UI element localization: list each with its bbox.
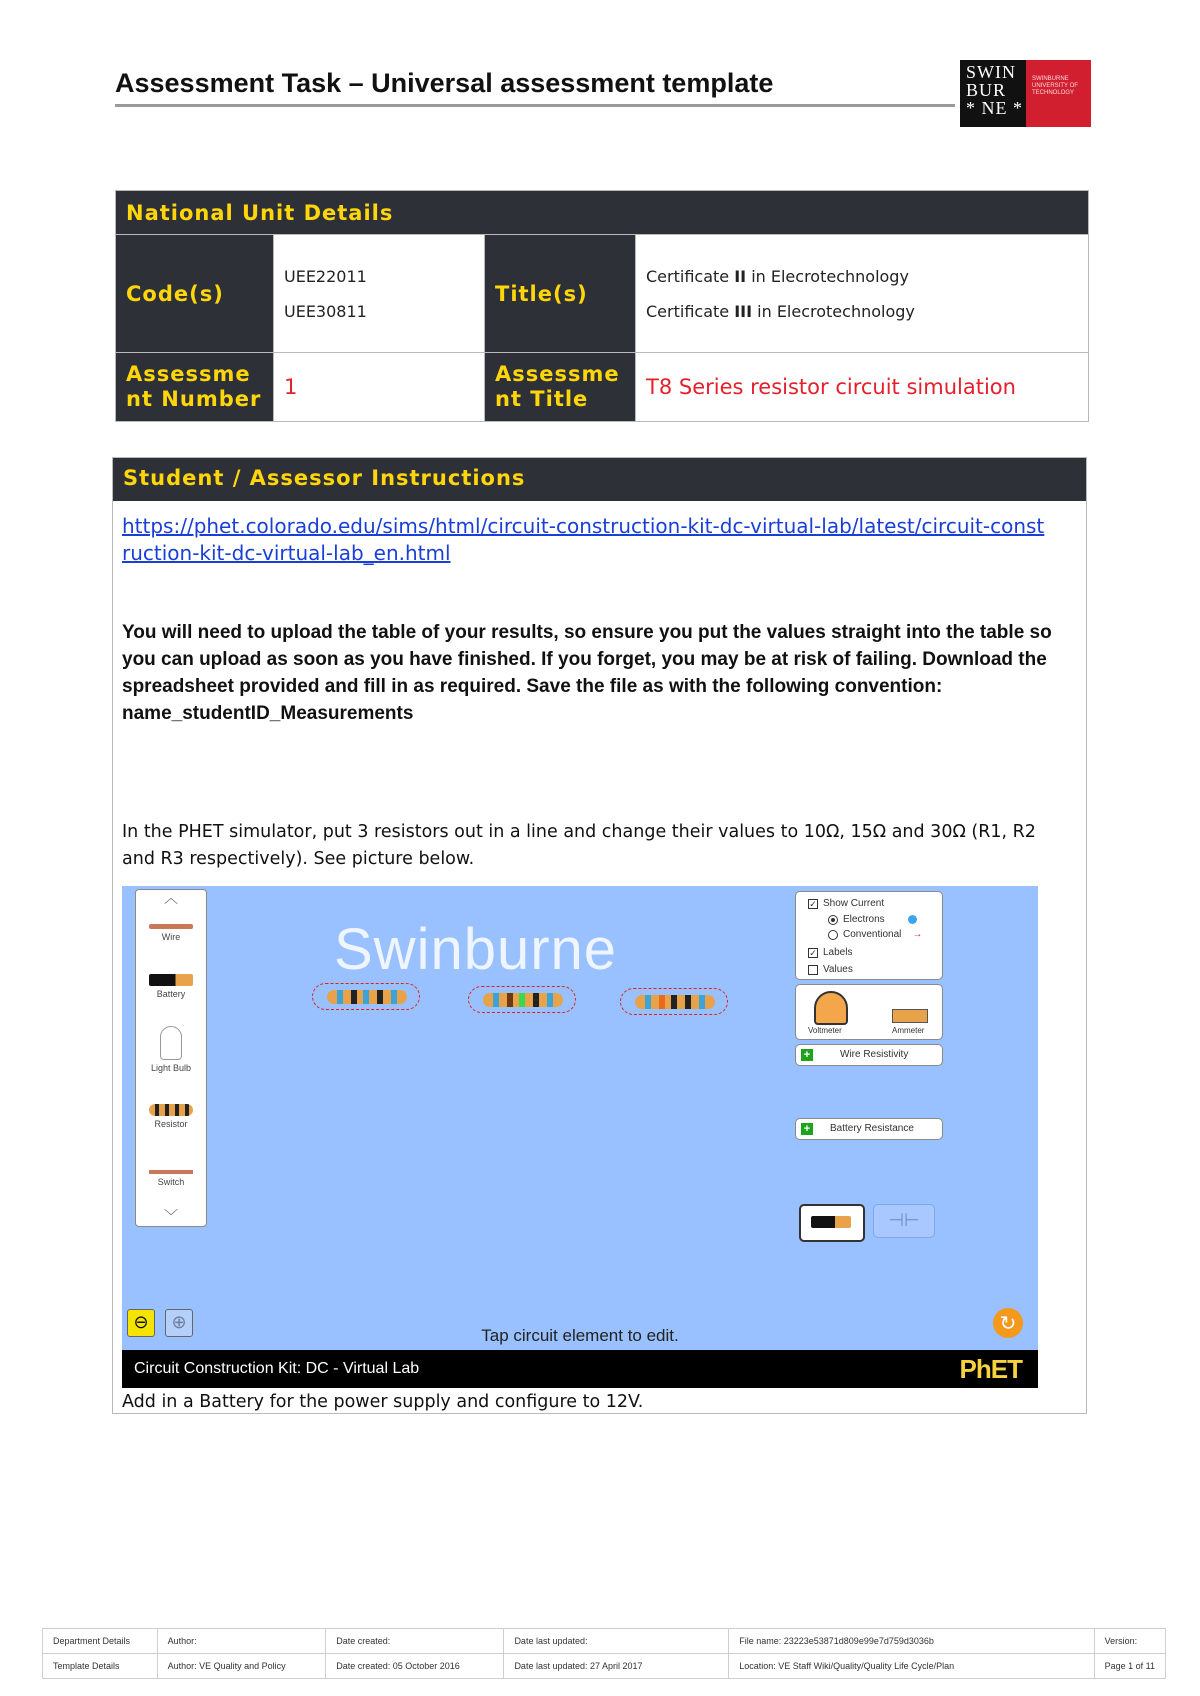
title-value: Certificate III in Elecrotechnology: [646, 301, 915, 321]
upload-instructions: [122, 619, 1062, 727]
show-current-checkbox[interactable]: ✓ Show Current: [809, 898, 885, 909]
switch-icon: [149, 1160, 193, 1174]
simulator-instructions: In the PHET simulator, put 3 resistors out in a line and change their values to 10Ω, 15Ω and 30Ω (R1, R2 and R3 respectively). See picture below.: [122, 822, 1036, 869]
toolbox-item-resistor[interactable]: Resistor: [136, 1104, 206, 1129]
resistor-r3[interactable]: [620, 988, 728, 1015]
document-title: Assessment Task – Universal assessment template: [115, 68, 774, 98]
title-underline: [115, 104, 955, 107]
reset-icon[interactable]: ↻: [993, 1308, 1023, 1338]
code-value: UEE30811: [284, 301, 367, 321]
swinburne-logo: [960, 60, 1091, 127]
filename-convention: name_studentID_Measurements: [122, 703, 414, 724]
zoom-out-button[interactable]: ⊖: [127, 1309, 155, 1337]
footer-cell: Date created: 05 October 2016: [326, 1654, 504, 1679]
footer-cell: Author:: [157, 1629, 326, 1654]
resistor-icon: [149, 1104, 193, 1116]
footer-cell: File name: 23223e53871d809e99e7d759d3036b: [729, 1629, 1094, 1654]
battery-resistance-button[interactable]: + Battery Resistance: [795, 1118, 943, 1140]
toolbox-item-battery[interactable]: Battery: [136, 974, 206, 999]
electrons-radio[interactable]: Electrons: [828, 914, 917, 925]
chevron-up-icon[interactable]: ︿: [164, 891, 178, 907]
simulator-footer-bar: [122, 1350, 1038, 1388]
code-value: UEE22011: [284, 266, 367, 286]
footer-cell: Author: VE Quality and Policy: [157, 1654, 326, 1679]
toolbox-item-wire[interactable]: Wire: [136, 924, 206, 942]
plus-icon: +: [801, 1049, 813, 1061]
unit-details-heading: National Unit Details: [116, 191, 1089, 235]
voltmeter-label: Voltmeter: [808, 1026, 842, 1035]
logo-line-2: BUR: [966, 80, 1007, 100]
logo-wordmark: [960, 60, 1026, 127]
logo-text: SWINBURNE UNIVERSITY OF TECHNOLOGY: [1026, 60, 1091, 127]
footer-cell: Version:: [1094, 1629, 1165, 1654]
ammeter-icon[interactable]: [892, 1009, 928, 1023]
arrow-right-icon: →: [912, 929, 923, 940]
plus-icon: +: [801, 1123, 813, 1135]
values-checkbox[interactable]: Values: [808, 964, 853, 975]
battery-icon: [149, 974, 193, 986]
phet-logo[interactable]: PhET: [959, 1354, 1022, 1384]
footer-cell: Department Details: [43, 1629, 158, 1654]
resistor-r2[interactable]: [468, 986, 576, 1013]
footer-cell: Date last updated: 27 April 2017: [504, 1654, 729, 1679]
zoom-in-button[interactable]: ⊕: [165, 1309, 193, 1337]
battery-icon: [811, 1216, 851, 1228]
document-footer-table: [42, 1628, 1166, 1679]
footer-cell: Location: VE Staff Wiki/Quality/Quality Life Cycle/Plan: [729, 1654, 1094, 1679]
conventional-radio[interactable]: Conventional →: [828, 929, 922, 940]
toolbox-item-light-bulb[interactable]: Light Bulb: [136, 1026, 206, 1073]
meters-panel: [795, 984, 943, 1040]
assessment-number-label: Assessment Number: [116, 353, 274, 422]
footer-cell: Date last updated:: [504, 1629, 729, 1654]
swinburne-watermark: Swinburne: [334, 917, 618, 982]
wire-icon: [149, 924, 193, 929]
ammeter-label: Ammeter: [892, 1026, 925, 1035]
app-name: Circuit Construction Kit: DC - Virtual Lab: [134, 1360, 420, 1377]
assessment-title-value: T8 Series resistor circuit simulation: [636, 353, 1089, 422]
instructions-heading: Student / Assessor Instructions: [113, 458, 1086, 501]
phet-simulator-screenshot: [122, 886, 1038, 1388]
footer-cell: Template Details: [43, 1654, 158, 1679]
title-value: Certificate II in Elecrotechnology: [646, 266, 909, 286]
battery-instructions: Add in a Battery for the power supply and configure to 12V.: [122, 1392, 644, 1412]
voltmeter-icon[interactable]: [814, 991, 848, 1025]
light-bulb-icon: [160, 1026, 182, 1060]
unit-details-table: [115, 190, 1089, 422]
electron-icon: [908, 915, 917, 924]
hint-text: Tap circuit element to edit.: [481, 1326, 679, 1345]
battery-mode-button[interactable]: [799, 1204, 865, 1242]
logo-line-1: SWIN: [966, 62, 1016, 82]
footer-cell: Date created:: [326, 1629, 504, 1654]
upload-instructions-text: You will need to upload the table of your results, so ensure you put the values straight into the table so you can upload as soon as you have finished. If you forget, you may be at risk of failing. Download the spreadsheet provided and fill in as required. Save the file as with the following convention:: [122, 622, 1052, 697]
wire-resistivity-button[interactable]: + Wire Resistivity: [795, 1044, 943, 1066]
phet-simulator-link[interactable]: https://phet.colorado.edu/sims/html/circuit-construction-kit-dc-virtual-lab/latest/circuit-construction-kit-dc-virtual-lab_en.html: [122, 514, 1045, 565]
codes-cell: [274, 235, 485, 353]
labels-checkbox[interactable]: ✓ Labels: [809, 947, 853, 958]
title-label: Title(s): [485, 235, 636, 353]
logo-line-3: * NE *: [966, 98, 1023, 118]
assessment-number-value: 1: [274, 353, 485, 422]
resistor-r1[interactable]: [312, 983, 420, 1010]
toolbox-item-switch[interactable]: Switch: [136, 1160, 206, 1187]
assessment-title-label: Assessment Title: [485, 353, 636, 422]
component-toolbox[interactable]: [135, 889, 207, 1227]
titles-cell: [636, 235, 1089, 353]
capacitor-mode-button[interactable]: ⊣⊢: [873, 1204, 935, 1238]
chevron-down-icon[interactable]: ﹀: [164, 1209, 178, 1225]
display-options-panel: [795, 891, 943, 980]
footer-cell: Page 1 of 11: [1094, 1654, 1165, 1679]
code-label: Code(s): [116, 235, 274, 353]
